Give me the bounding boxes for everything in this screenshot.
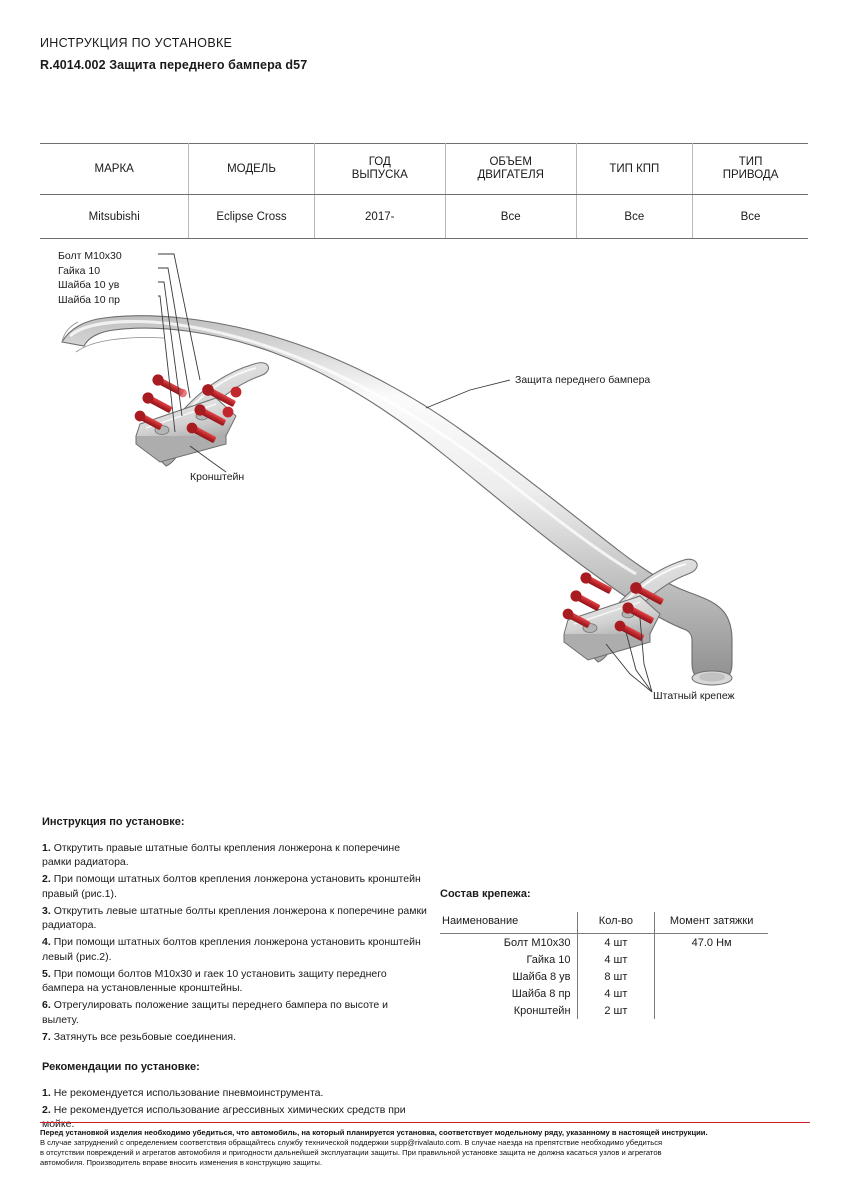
table-header-row <box>40 144 808 195</box>
callout-standard-fasteners-label: Штатный крепеж <box>653 690 735 702</box>
installation-instructions <box>42 815 427 1134</box>
cell-gearbox: Все <box>576 195 693 239</box>
instructions-title: Инструкция по установке: <box>42 816 185 828</box>
assembly-illustration <box>40 240 808 760</box>
recommendations-title: Рекомендации по установке: <box>42 1061 200 1073</box>
table-row <box>440 968 768 985</box>
recommendation-number: 1. <box>42 1086 51 1099</box>
step-number: 2. <box>42 873 51 885</box>
column-header-engine-line1: ОБЪЕМ <box>489 156 532 168</box>
cell-name: Шайба 8 ув <box>440 968 577 985</box>
step-number: 6. <box>42 999 51 1011</box>
list-item <box>42 998 427 1027</box>
list-item <box>42 841 427 870</box>
column-header-model: МОДЕЛЬ <box>189 144 314 195</box>
column-header-name: Наименование <box>440 912 577 934</box>
column-header-drive-line1: ТИП <box>738 156 763 168</box>
cell-torque <box>655 951 768 968</box>
vehicle-spec-table <box>40 143 808 239</box>
fasteners-section <box>440 888 768 1019</box>
cell-name: Гайка 10 <box>440 951 577 968</box>
table-header-row <box>440 912 768 934</box>
cell-brand: Mitsubishi <box>40 195 189 239</box>
column-header-brand: МАРКА <box>40 144 189 195</box>
part-label-bolt: Болт М10х30 <box>58 250 122 262</box>
fasteners-title: Состав крепежа: <box>440 888 531 900</box>
cell-qty: 4 шт <box>577 951 655 968</box>
column-header-engine-line2: ДВИГАТЕЛЯ <box>477 169 544 181</box>
list-item <box>42 904 427 933</box>
step-text: При помощи болтов М10х30 и гаек 10 установить защиту переднего бампера на установленные кронштейны. <box>42 967 387 994</box>
step-text: Открутить левые штатные болты крепления лонжерона к поперечине рамки радиатора. <box>42 904 427 931</box>
step-number: 7. <box>42 1030 51 1043</box>
footer-line-2: В случае затруднений с определением соответствия обращайтесь службу технической поддержки supp@rivalauto.com. В случае наезда на препятствие необходимо убедиться <box>40 1138 663 1147</box>
list-item <box>42 1086 427 1101</box>
recommendation-text: Не рекомендуется использование агрессивных химических средств при мойке. <box>42 1103 406 1130</box>
part-label-washer-pr: Шайба 10 пр <box>58 293 120 306</box>
cell-model: Eclipse Cross <box>189 195 314 239</box>
column-header-drive <box>693 144 808 195</box>
step-number: 4. <box>42 936 51 948</box>
column-header-qty: Кол-во <box>577 912 655 934</box>
cell-torque <box>655 968 768 985</box>
column-header-torque: Момент затяжки <box>655 912 768 934</box>
step-text: Отрегулировать положение защиты переднего бампера по высоте и вылету. <box>42 999 389 1026</box>
callout-bracket-label: Кронштейн <box>190 471 245 483</box>
table-row <box>440 985 768 1002</box>
cell-drive: Все <box>693 195 808 239</box>
recommendation-text: Не рекомендуется использование пневмоинструмента. <box>53 1086 324 1099</box>
list-item <box>42 1030 427 1045</box>
page-header <box>40 36 800 72</box>
callout-guard-label: Защита переднего бампера <box>515 374 651 386</box>
recommendation-number: 2. <box>42 1103 51 1116</box>
part-label-washer-uv: Шайба 10 ув <box>58 279 120 291</box>
cell-torque: 47.0 Нм <box>691 936 732 949</box>
list-item <box>42 872 427 901</box>
table-row <box>440 934 768 952</box>
step-number: 5. <box>42 967 51 980</box>
column-header-year <box>314 144 445 195</box>
column-header-drive-line2: ПРИВОДА <box>722 169 779 181</box>
footer-disclaimer <box>40 1122 810 1168</box>
cell-qty: 4 шт <box>577 934 655 952</box>
step-text: При помощи штатных болтов крепления лонжерона установить кронштейн левый (рис.2). <box>42 936 421 963</box>
list-item <box>42 935 427 964</box>
product-title: R.4014.002 Защита переднего бампера d57 <box>40 58 308 72</box>
step-text: При помощи штатных болтов крепления лонжерона установить кронштейн правый (рис.1). <box>42 873 421 900</box>
column-header-year-line1: ГОД <box>368 156 391 168</box>
fasteners-table <box>440 912 768 1019</box>
table-row <box>440 1002 768 1019</box>
step-number: 3. <box>42 904 51 917</box>
page-title: ИНСТРУКЦИЯ ПО УСТАНОВКЕ <box>40 36 233 50</box>
cell-name: Кронштейн <box>440 1002 577 1019</box>
column-header-year-line2: ВЫПУСКА <box>351 169 408 181</box>
cell-name: Болт М10х30 <box>440 934 577 952</box>
footer-line-1: Перед установкой изделия необходимо убедиться, что автомобиль, на который планируется установка, соответствует модельному ряду, указанному в настоящей инструкции. <box>40 1128 708 1137</box>
cell-qty: 8 шт <box>577 968 655 985</box>
column-header-gearbox: ТИП КПП <box>576 144 693 195</box>
table-row <box>40 195 808 239</box>
cell-name: Шайба 8 пр <box>440 985 577 1002</box>
step-number: 1. <box>42 841 51 854</box>
cell-torque <box>655 985 768 1002</box>
assembly-drawing-svg <box>40 240 808 760</box>
part-label-nut: Гайка 10 <box>58 264 101 277</box>
cell-torque <box>655 1002 768 1019</box>
table-row <box>440 951 768 968</box>
parts-list <box>58 249 122 307</box>
step-text: Затянуть все резьбовые соединения. <box>53 1030 237 1043</box>
column-header-engine <box>445 144 576 195</box>
footer-line-4: автомобиля. Производитель вправе вносить изменения в конструкцию защиты. <box>40 1158 322 1167</box>
list-item <box>42 967 427 996</box>
cell-qty: 2 шт <box>577 1002 655 1019</box>
step-text: Открутить правые штатные болты крепления лонжерона к поперечине рамки радиатора. <box>42 841 401 868</box>
cell-year: 2017- <box>314 195 445 239</box>
instructions-steps-list <box>42 841 427 1045</box>
cell-qty: 4 шт <box>577 985 655 1002</box>
footer-line-3: в отсутствии повреждений и агрегатов автомобиля и пригодности дальнейшей эксплуатации защиты. При правильной установке защита не должна касаться узлов и агрегатов <box>40 1148 662 1157</box>
cell-engine: Все <box>445 195 576 239</box>
